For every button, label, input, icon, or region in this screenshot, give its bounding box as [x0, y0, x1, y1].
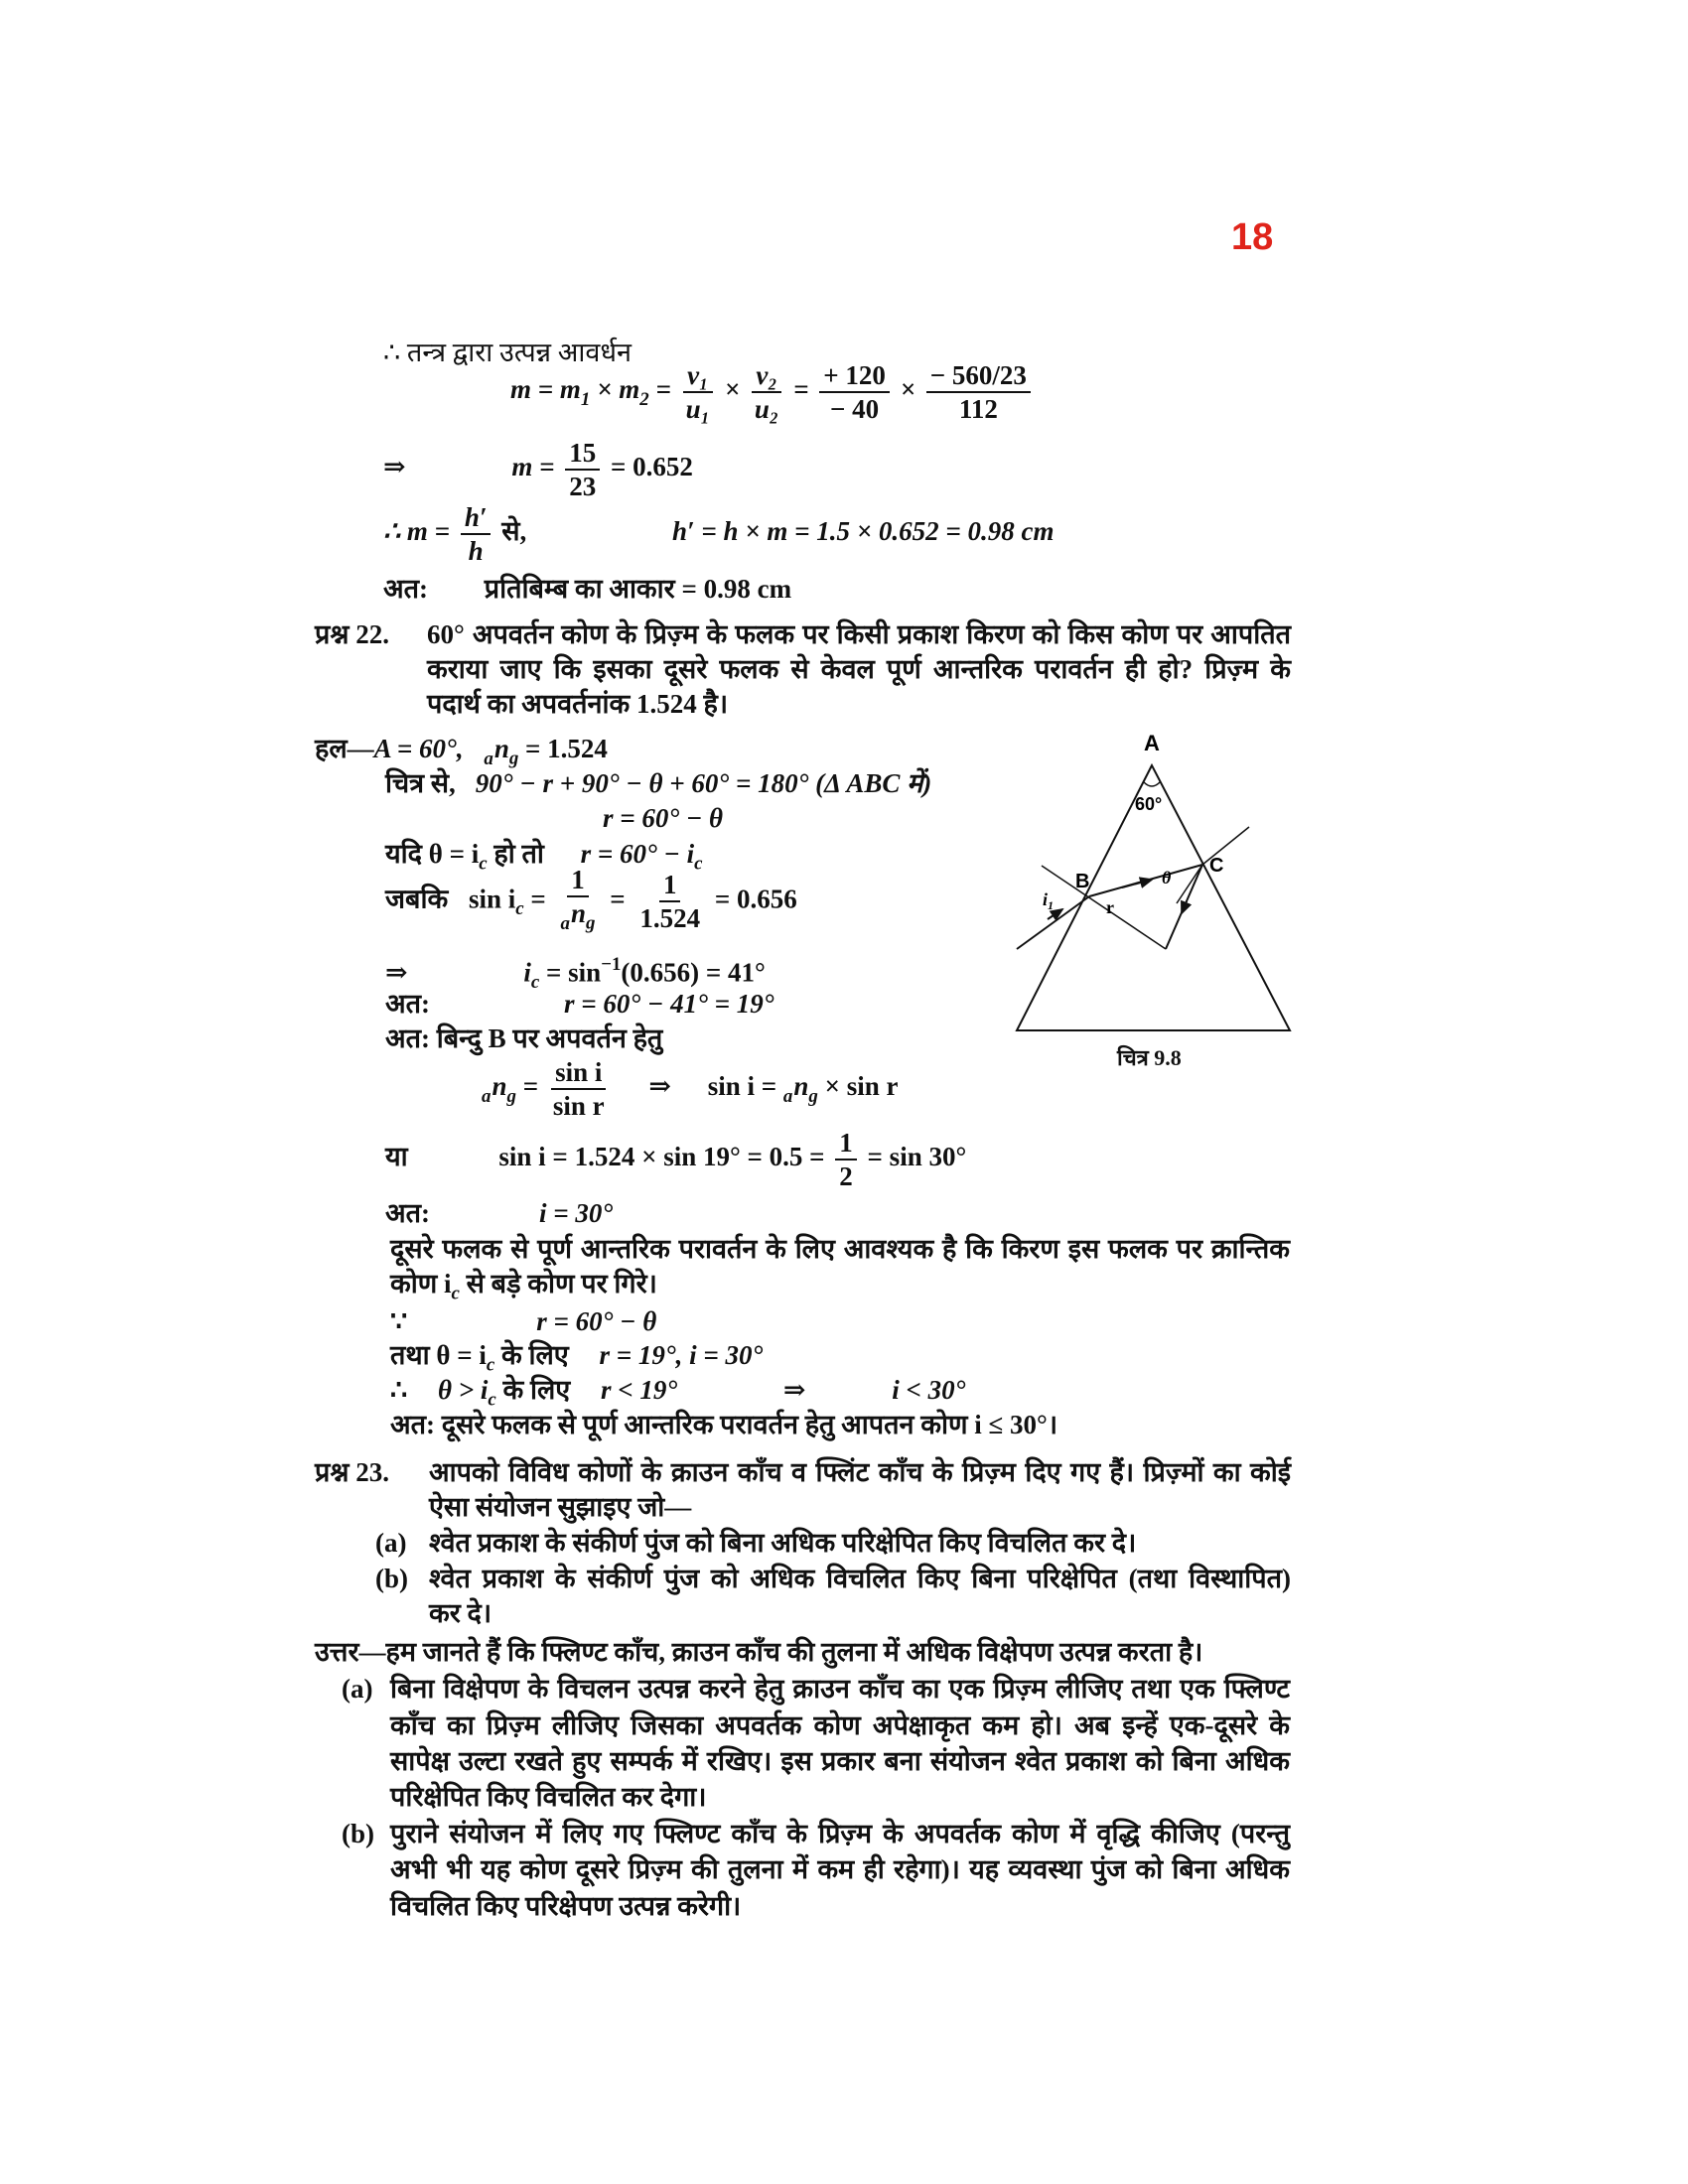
eq-part: n	[493, 734, 509, 763]
magnification-intro: ∴ तन्त्र द्वारा उत्पन्न आवर्धन	[383, 338, 632, 367]
answer-a-line: काँच का प्रिज़्म लीजिए जिसका अपवर्तक कोण अपेक्षाकृत कम हो। अब इन्हें एक-दूसरे के	[390, 1710, 1290, 1740]
denominator: u₂	[754, 394, 779, 424]
denominator: 2	[839, 1161, 853, 1191]
label-r: r	[1106, 897, 1114, 917]
prism-diagram	[993, 725, 1311, 1052]
solution-line	[385, 1196, 613, 1230]
answer-text: हम जानते हैं कि फ्लिण्ट काँच, क्राउन काँच की तुलना में अधिक विक्षेपण उत्पन्न करता है।	[385, 1637, 1203, 1667]
eq-sub: c	[479, 853, 488, 875]
eq-part: प्रतिबिम्ब का आकार =	[484, 574, 697, 604]
eq-sub: 2	[639, 388, 649, 410]
eq-part: r = 60° − 41° = 19°	[564, 989, 774, 1019]
q23-option-b: श्वेत प्रकाश के संकीर्ण पुंज को अधिक विचलित किए बिना परिक्षेपित (तथा विस्थापित)	[429, 1564, 1291, 1593]
solution-line: दूसरे फलक से पूर्ण आन्तरिक परावर्तन के लिए आवश्यक है कि किरण इस फलक पर क्रान्तिक	[390, 1234, 1290, 1264]
eq-sub: g	[506, 1085, 516, 1107]
eq-sub: c	[488, 1389, 496, 1411]
eq-part: i = 30°	[539, 1198, 614, 1228]
normal-at-b	[1042, 866, 1166, 949]
refracted-arrow	[1122, 880, 1152, 887]
eq-part: से बड़े कोण पर गिरे।	[466, 1269, 657, 1298]
fraction	[635, 869, 704, 934]
label-a: A	[1144, 731, 1160, 755]
eq-sub: g	[585, 912, 596, 934]
eq-part: =	[793, 374, 809, 405]
numerator: 1	[567, 864, 589, 897]
q23-option-b: कर दे।	[429, 1598, 492, 1628]
eq-sub: a	[782, 1085, 793, 1107]
eq-part: के लिए	[501, 1340, 569, 1370]
eq-part: ×	[724, 374, 741, 405]
label-c: C	[1209, 855, 1224, 877]
eq-sub: g	[508, 748, 519, 769]
eq-part: r = 19°, i = 30°	[599, 1340, 764, 1370]
eq-part: ×	[900, 374, 916, 405]
therefore-symbol: ∴	[390, 1375, 408, 1405]
fraction	[557, 864, 600, 940]
eq-part: θ > i	[437, 1375, 489, 1405]
eq-part: 90° − r + 90° − θ + 60° = 180° (Δ ABC में)	[475, 768, 932, 798]
solution-line	[385, 766, 931, 800]
eq-part: =	[610, 884, 626, 914]
answer-a-line: सापेक्ष उल्टा रखते हुए सम्पर्क में रखिए। इस प्रकार बना संयोजन श्वेत प्रकाश को बिना अधिक	[390, 1746, 1290, 1776]
q23-line: ऐसा संयोजन सुझाइए जो—	[429, 1492, 692, 1522]
solution-line: अत: बिन्दु B पर अपवर्तन हेतु	[385, 1024, 663, 1053]
therefore-label: अत:	[385, 1198, 431, 1228]
figure-caption: चित्र 9.8	[1117, 1045, 1182, 1070]
label-i1	[1043, 889, 1054, 912]
implies-arrow: ⇒	[383, 452, 406, 482]
eq-part: कोण i	[390, 1269, 452, 1298]
eq-part: r = 60° − i	[580, 839, 695, 869]
eq-sub: c	[451, 1283, 460, 1304]
eq-part: × sin r	[824, 1071, 899, 1102]
result-image-size	[383, 572, 791, 606]
answer-intro	[315, 1635, 1202, 1669]
eq-sub: g	[808, 1085, 818, 1107]
eq-part: यदि θ = i	[385, 839, 480, 869]
eq-part: से,	[501, 516, 527, 547]
numerator: sin i	[551, 1056, 606, 1090]
eq-part: =	[522, 1071, 539, 1102]
q22-label: प्रश्न 22.	[315, 619, 389, 649]
eq-sub: c	[515, 898, 524, 920]
numerator: + 120	[819, 359, 890, 393]
numerator: − 560/23	[926, 359, 1031, 393]
q23-line: आपको विविध कोणों के क्राउन काँच व फ्लिंट काँच के प्रिज़्म दिए गए हैं। प्रिज़्मों का कोई	[429, 1457, 1291, 1487]
solution-line: r = 60° − θ	[603, 803, 724, 833]
eq-part: sin i = 1.524 × sin 19° = 0.5 =	[498, 1142, 825, 1172]
answer-b-label: (b)	[342, 1819, 374, 1848]
eq-part: = sin	[546, 957, 602, 988]
q23-option-b-label: (b)	[375, 1564, 408, 1593]
eq-part: = 0.652	[611, 452, 693, 482]
solution-line	[385, 1127, 966, 1192]
label-i: i	[1043, 889, 1049, 909]
eq-part: × m	[597, 374, 640, 405]
eq-sub: c	[486, 1354, 495, 1376]
answer-b-line: पुराने संयोजन में लिए गए फ्लिण्ट काँच के प्रिज़्म के अपवर्तक कोण में वृद्धि कीजिए (परन्तु	[390, 1819, 1290, 1848]
answer-a-line: परिक्षेपित किए विचलित कर देगा।	[390, 1782, 707, 1812]
answer-b-line: विचलित किए परिक्षेपण उत्पन्न करेगी।	[390, 1891, 742, 1921]
denominator: − 40	[829, 394, 880, 424]
label-apex-angle: 60°	[1135, 794, 1163, 814]
solution-label: हल—	[315, 734, 374, 763]
eq-part: हो तो	[493, 839, 544, 869]
eq-part: तथा θ = i	[390, 1340, 487, 1370]
fraction	[751, 359, 782, 425]
numerator: v₁	[683, 359, 712, 393]
implies-arrow: ⇒	[648, 1071, 671, 1102]
equation-m-value	[383, 437, 693, 502]
eq-part: r = 60° − θ	[536, 1306, 657, 1336]
result-value: 0.98 cm	[703, 574, 792, 604]
page-number: 18	[1231, 216, 1274, 258]
fraction	[461, 501, 492, 567]
denominator: 23	[569, 472, 597, 501]
eq-part: sin i =	[707, 1071, 777, 1102]
denominator: sin r	[552, 1091, 605, 1121]
eq-part: m =	[511, 452, 555, 482]
eq-part: r < 19°	[600, 1375, 678, 1405]
denominator	[557, 897, 600, 940]
eq-sub: a	[484, 748, 493, 769]
denominator: u₁	[685, 394, 711, 424]
solution-line	[385, 987, 774, 1021]
answer-b-line: अभी भी यह कोण दूसरे प्रिज़्म की तुलना में कम ही रहेगा)। यह व्यवस्था पुंज को बिना अधिक	[390, 1854, 1290, 1884]
eq-sub: a	[560, 912, 570, 934]
q23-option-a: श्वेत प्रकाश के संकीर्ण पुंज को बिना अधिक परिक्षेपित किए विचलित कर दे।	[429, 1528, 1137, 1558]
eq-part: चित्र से,	[385, 768, 456, 798]
fraction	[835, 1127, 857, 1192]
reflected-arrow	[1182, 901, 1187, 913]
solution-conclusion: अत: दूसरे फलक से पूर्ण आन्तरिक परावर्तन हेतु आपतन कोण i ≤ 30°।	[390, 1410, 1058, 1439]
apex-angle-arc	[1144, 782, 1160, 786]
solution-line	[385, 864, 797, 940]
eq-sub: 1	[580, 388, 591, 410]
eq-part: ∴ m =	[383, 516, 451, 547]
fraction	[819, 359, 890, 425]
q22-line: कराया जाए कि इसका दूसरे फलक से केवल पूर्ण आन्तरिक परावर्तन ही हो? प्रिज़्म के	[427, 654, 1291, 684]
solution-line	[482, 1056, 898, 1122]
eq-part: i	[523, 957, 531, 988]
because-symbol: ∵	[390, 1306, 408, 1336]
eq-part: n	[492, 1071, 507, 1102]
eq-part: = sin 30°	[867, 1142, 967, 1172]
numerator: 15	[565, 437, 600, 471]
eq-part: के लिए	[502, 1375, 571, 1405]
implies-arrow: ⇒	[385, 957, 408, 988]
q23-option-a-label: (a)	[375, 1528, 407, 1558]
therefore-label: अत:	[383, 574, 429, 604]
denominator: 112	[958, 394, 998, 424]
eq-sub: c	[694, 853, 703, 875]
equation-magnification	[510, 359, 1035, 425]
numerator: 1	[835, 1127, 857, 1160]
fraction	[682, 359, 714, 425]
eq-sup: −1	[601, 954, 622, 975]
fraction	[926, 359, 1031, 425]
answer-a-label: (a)	[342, 1674, 373, 1704]
numerator: 1	[659, 869, 681, 902]
implies-arrow: ⇒	[782, 1375, 806, 1405]
eq-part: (0.656) = 41°	[621, 957, 766, 988]
eq-part: या	[385, 1142, 408, 1172]
numerator: h′	[461, 501, 492, 535]
eq-part: A = 60°,	[373, 734, 464, 763]
denominator: h	[468, 536, 484, 566]
eq-sub: c	[530, 971, 540, 993]
answer-label: उत्तर—	[315, 1637, 386, 1667]
eq-part: = 0.656	[714, 884, 797, 914]
fraction	[549, 1056, 609, 1122]
eq-part: m = m	[510, 374, 581, 405]
eq-part: h′ = h × m = 1.5 × 0.652 = 0.98 cm	[671, 516, 1055, 547]
q22-line: पदार्थ का अपवर्तनांक 1.524 है।	[427, 689, 729, 719]
q22-line: 60° अपवर्तन कोण के प्रिज़्म के फलक पर किसी प्रकाश किरण को किस कोण पर आपतित	[427, 619, 1291, 649]
eq-part: i < 30°	[892, 1375, 966, 1405]
label-i-sub: 1	[1048, 898, 1055, 912]
eq-part: sin i	[468, 884, 516, 914]
label-theta: θ	[1162, 868, 1172, 887]
eq-part: =	[655, 374, 671, 405]
eq-part: =	[530, 884, 546, 914]
therefore-label: अत:	[385, 989, 431, 1019]
eq-sub: a	[482, 1085, 492, 1107]
label-b: B	[1075, 871, 1090, 892]
numerator: v₂	[752, 359, 780, 393]
eq-part: जबकि	[385, 884, 449, 914]
solution-line	[390, 1304, 656, 1338]
eq-part: = 1.524	[525, 734, 608, 763]
q23-label: प्रश्न 23.	[315, 1457, 389, 1487]
eq-part: n	[793, 1071, 809, 1102]
answer-a-line: बिना विक्षेपण के विचलन उत्पन्न करने हेतु क्राउन काँच का एक प्रिज़्म लीजिए तथा एक फ्लिण्ट	[390, 1674, 1290, 1704]
denominator: 1.524	[639, 903, 701, 934]
eq-part: n	[570, 898, 586, 928]
fraction	[565, 437, 600, 502]
equation-image-height	[383, 501, 1055, 567]
